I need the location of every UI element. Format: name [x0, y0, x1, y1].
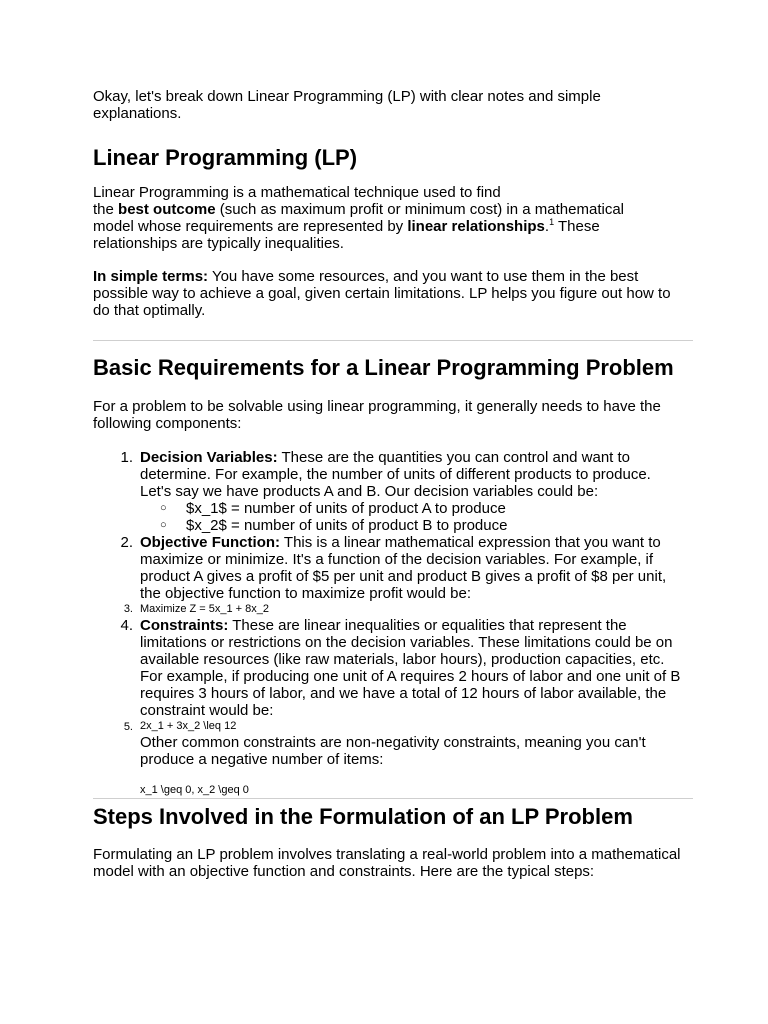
intro-paragraph: Okay, let's break down Linear Programming (LP) with clear notes and simple explanations. [93, 88, 601, 122]
list-item-text: These are the quantities you can control and want to determine. For example, the number of units of different products to produce. Let's say we have products A and B. Our decision variables could be: [140, 449, 651, 500]
sub-list-item [140, 517, 683, 534]
document-content [93, 88, 683, 880]
list-number: 5. [123, 721, 133, 733]
sub-list [140, 500, 683, 534]
list-item-term: Constraints: [140, 617, 229, 634]
list-item-term: Objective Function: [140, 534, 281, 551]
definition-line-1: Linear Programming is a mathematical technique used to find [93, 184, 501, 201]
circle-bullet-icon: ○ [160, 502, 167, 514]
constraint-formula: 2x_1 + 3x_2 \leq 12 [140, 720, 237, 732]
list-item-text: These are linear inequalities or equalities that represent the limitations or restrictions on the decision variables. These limitations could be on available resources (like raw materials, labor hours), production capacities, etc. For example, if producing one unit of A requires 2 hours of labor and one unit of B requires 3 hours of labor, and we have a total of 12 hours of labor available, the constraint would be: [140, 617, 681, 719]
list-number: 4. [120, 617, 133, 634]
steps-intro: Formulating an LP problem involves translating a real-world problem into a mathematical model with an objective function and constraints. Here are the typical steps: [93, 846, 681, 880]
heading-basic-requirements: Basic Requirements for a Linear Programming Problem [93, 355, 674, 380]
heading-linear-programming: Linear Programming (LP) [93, 145, 358, 170]
definition-line-3-post: . [544, 218, 550, 235]
simple-terms-paragraph [93, 268, 683, 319]
list-item [93, 449, 683, 534]
heading-steps: Steps Involved in the Formulation of an LP Problem [93, 804, 633, 829]
circle-bullet-icon: ○ [160, 519, 167, 531]
best-outcome-bold: best outcome [118, 201, 216, 218]
non-negativity-formula: x_1 \geq 0, x_2 \geq 0 [140, 784, 249, 796]
objective-formula: Maximize Z = 5x_1 + 8x_2 [140, 603, 270, 615]
requirements-intro: For a problem to be solvable using linear programming, it generally needs to have the following components: [93, 398, 661, 432]
section-divider [93, 798, 693, 799]
definition-line-3-pre: model whose requirements are represented by [93, 218, 408, 235]
list-item [93, 534, 683, 602]
definition-line-4: relationships are typically inequalities. [93, 235, 344, 252]
list-number: 2. [120, 534, 133, 551]
list-number: 3. [123, 603, 133, 615]
sub-list-item [140, 500, 683, 517]
list-item [93, 719, 683, 768]
linear-relationships-bold: linear relationships [407, 218, 545, 235]
footnote-marker[interactable]: 1 [549, 217, 555, 227]
list-item-text: This is a linear mathematical expression that you want to maximize or minimize. It's a function of the decision variables. For example, if product A gives a profit of $5 per unit and product B gives a profit of $8 per unit, the objective function to maximize profit would be: [140, 534, 667, 602]
sub-list-text: $x_2$ = number of units of product B to produce [186, 517, 508, 534]
definition-line-3-tail: These [554, 218, 600, 235]
simple-terms-text: You have some resources, and you want to use them in the best possible way to achieve a goal, given certain limitations. LP helps you figure out how to do that optimally. [93, 268, 671, 319]
definition-paragraph [93, 184, 683, 252]
non-negativity-note: Other common constraints are non-negativity constraints, meaning you can't produce a negative number of items: [140, 734, 646, 768]
list-item-term: Decision Variables: [140, 449, 278, 466]
simple-terms-bold: In simple terms: [93, 268, 209, 285]
requirements-list [93, 449, 683, 768]
list-item [93, 602, 683, 617]
list-number: 1. [120, 449, 133, 466]
section-divider [93, 340, 693, 341]
list-item [93, 617, 683, 719]
definition-line-2-post: (such as maximum profit or minimum cost) in a mathematical [215, 201, 624, 218]
definition-line-2-pre: the [93, 201, 119, 218]
sub-list-text: $x_1$ = number of units of product A to produce [186, 500, 506, 517]
